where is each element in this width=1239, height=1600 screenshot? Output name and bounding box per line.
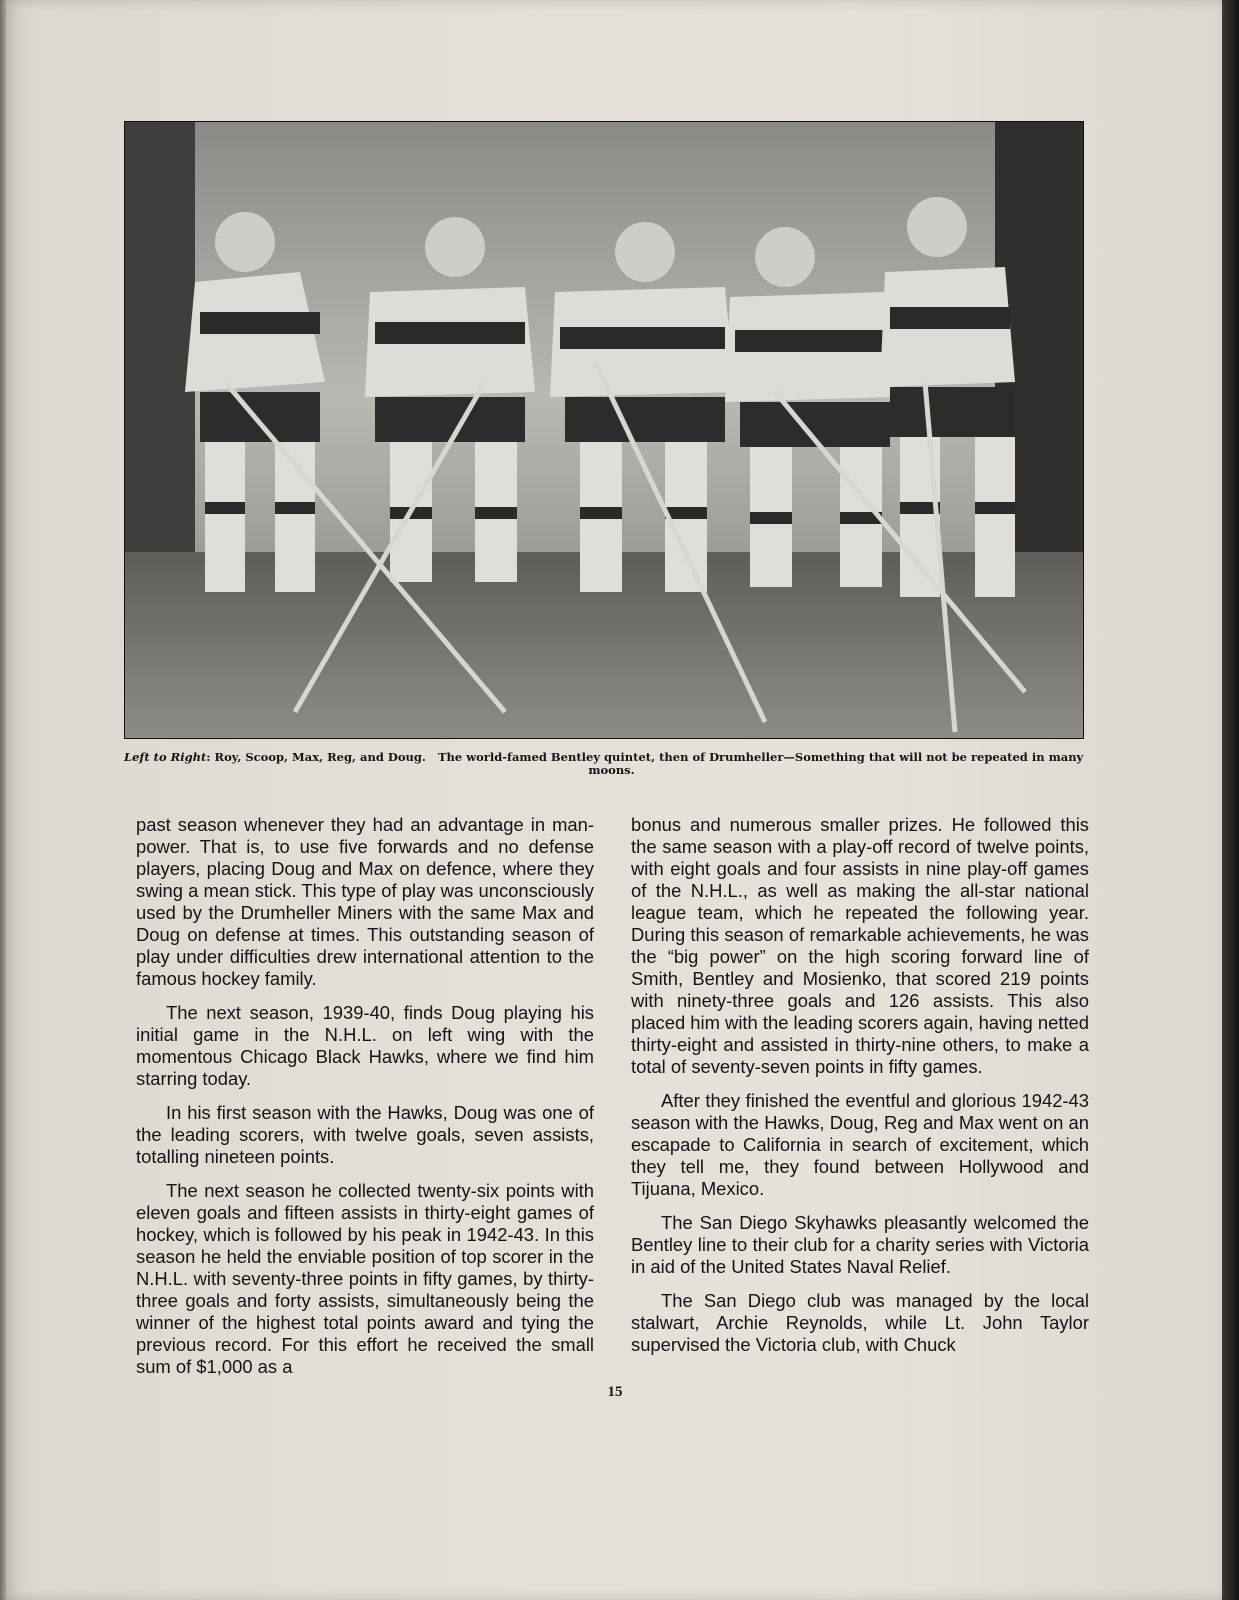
team-photo [124, 121, 1084, 739]
left-column [136, 814, 594, 1390]
right-column [631, 814, 1089, 1368]
page-edge-shadow [1222, 0, 1239, 1600]
paragraph: The next season, 1939-40, finds Doug playing his initial game in the N.H.L. on left wing with the momentous Chicago Black Hawks, where we find him starring today. [136, 1002, 594, 1089]
paragraph: bonus and numerous smaller prizes. He followed this the same season with a play-off record of twelve points, with eight goals and four assists in nine play-off games of the N.H.L., as well as making the all-star national league team, which he repeated the following year. During this season of remarkable achievements, he was the “big power” on the high scoring forward line of Smith, Bentley and Mosienko, that scored 219 points with ninety-three goals and 126 assists. This also placed him with the leading scorers again, having netted thirty-eight and assisted in thirty-nine others, to make a total of seventy-seven points in fifty games. [631, 814, 1090, 1077]
paragraph: After they finished the eventful and glorious 1942-43 season with the Hawks, Doug, Reg and Max went on an escapade to California in search of excitement, which they tell me, they found between Hollywood and Tijuana, Mexico. [631, 1090, 1089, 1199]
paragraph: In his first season with the Hawks, Doug was one of the leading scorers, with twelve goals, seven assists, totalling nineteen points. [136, 1102, 594, 1167]
caption-continuation: moons. [588, 763, 635, 777]
paragraph: The next season he collected twenty-six points with eleven goals and fifteen assists in thirty-eight games of hockey, which is followed by his peak in 1942-43. In this season he held the enviable position of top scorer in the N.H.L. with seventy-three points in fifty games, by thirty-three goals and forty assists, simultaneously being the winner of the highest total points award and tying the previous record. For this effort he received the small sum of $1,000 as a [136, 1180, 594, 1377]
page-spine [0, 0, 6, 1600]
page-number: 15 [607, 1384, 623, 1400]
paragraph: The San Diego Skyhawks pleasantly welcomed the Bentley line to their club for a charity series with Victoria in aid of the United States Naval Relief. [631, 1212, 1089, 1277]
caption-text: The world-famed Bentley quintet, then of Drumheller—Something that will not be repeated in many [437, 750, 1084, 764]
caption-label: Left to Right [124, 750, 207, 764]
caption-names: : Roy, Scoop, Max, Reg, and Doug. [206, 750, 426, 764]
photo-caption [124, 751, 1099, 777]
paragraph: past season whenever they had an advantage in man-power. That is, to use five forwards and no defense players, placing Doug and Max on defence, where they swing a mean stick. This type of play was unconsciously used by the Drumheller Miners with the same Max and Doug on defense at times. This outstanding season of play under difficulties drew international attention to the famous hockey family. [136, 814, 594, 989]
paragraph: The San Diego club was managed by the local stalwart, Archie Reynolds, while Lt. John Taylor supervised the Victoria club, with Chuck [631, 1290, 1089, 1355]
